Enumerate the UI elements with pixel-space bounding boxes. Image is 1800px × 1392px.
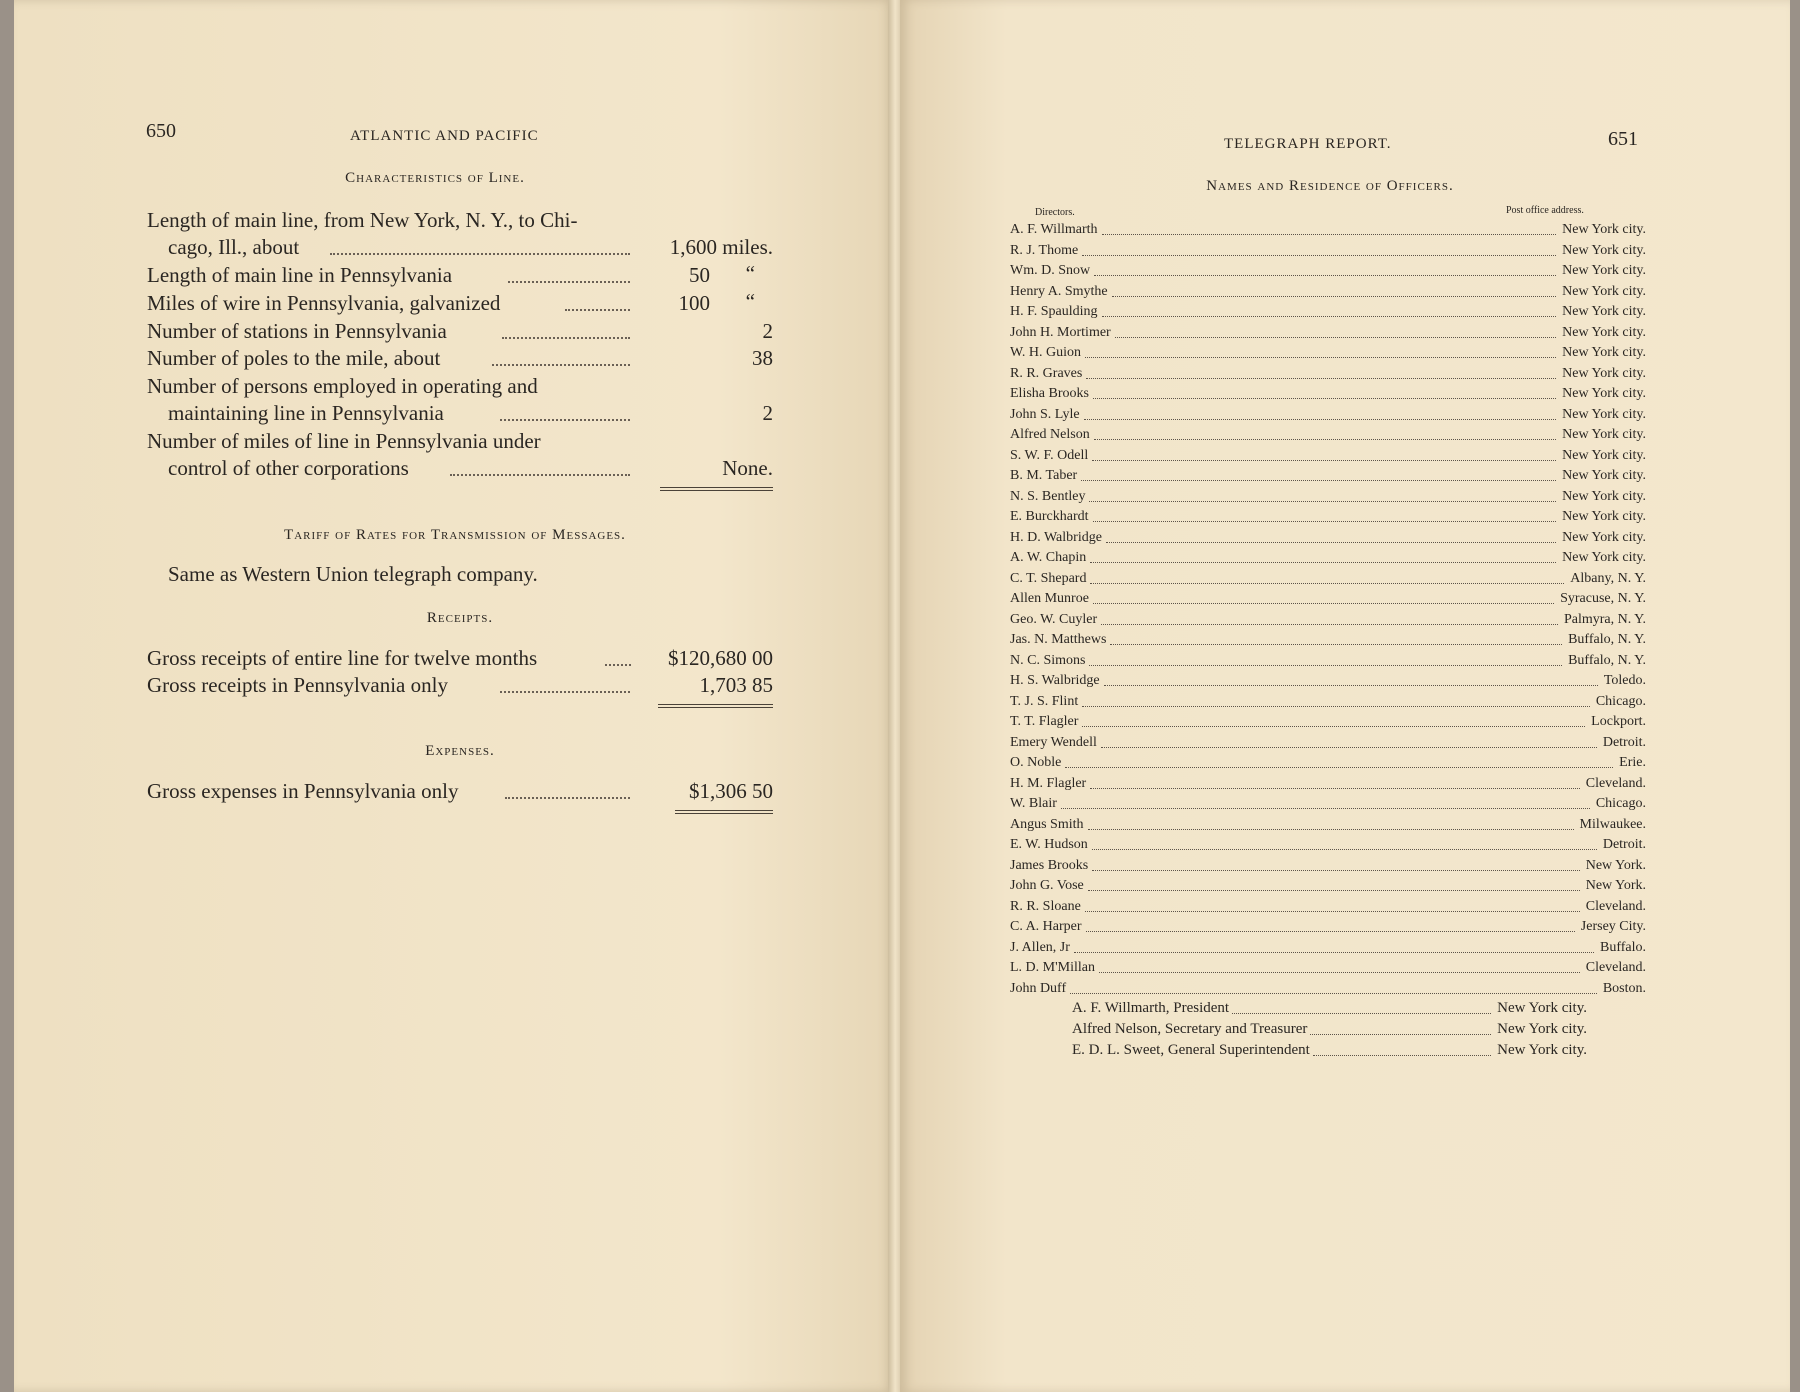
leader-dots <box>1094 275 1556 276</box>
leader-dots <box>450 474 630 476</box>
leader-dots <box>1101 624 1558 625</box>
leader-dots <box>1082 255 1556 256</box>
leader-dots <box>1102 234 1556 235</box>
director-row <box>1010 897 1646 917</box>
char-line5-value: 38 <box>752 346 773 370</box>
director-row <box>1010 733 1646 753</box>
char-line7b: control of other corporations <box>168 456 409 480</box>
leader-dots <box>1065 767 1613 768</box>
leader-dots <box>1232 1013 1491 1014</box>
director-address: Buffalo. <box>1599 939 1646 955</box>
director-address: New York city. <box>1562 345 1646 360</box>
leader-dots <box>1090 562 1556 563</box>
char-line7a: Number of miles of line in Pennsylvania under <box>147 429 541 453</box>
director-name: H. F. Spaulding <box>1010 304 1098 319</box>
director-row <box>1010 774 1646 794</box>
director-row <box>1010 917 1646 937</box>
director-row <box>1010 876 1646 896</box>
leader-dots <box>1112 296 1556 297</box>
director-name: L. D. M'Millan <box>1010 960 1095 975</box>
director-name: John S. Lyle <box>1010 406 1080 422</box>
total-rule <box>660 487 773 491</box>
left-page-number: 650 <box>146 120 176 142</box>
director-name: Elisha Brooks <box>1010 386 1089 401</box>
director-row <box>1010 528 1646 548</box>
director-address: New York city. <box>1562 488 1646 504</box>
leader-dots <box>1061 808 1590 809</box>
director-address: New York city. <box>1562 263 1646 278</box>
director-row <box>1010 261 1646 281</box>
officer-address: New York city. <box>1497 1042 1587 1058</box>
tariff-text: Same as Western Union telegraph company. <box>168 562 538 586</box>
leader-dots <box>1092 460 1556 461</box>
leader-dots <box>1085 357 1556 358</box>
director-address: Palmyra, N. Y. <box>1563 611 1646 627</box>
characteristics-heading: Characteristics of Line. <box>345 170 525 186</box>
director-name: John H. Mortimer <box>1010 324 1111 340</box>
right-page-number: 651 <box>1608 128 1638 150</box>
director-name: O. Noble <box>1010 755 1062 770</box>
receipts-heading: Receipts. <box>426 610 494 626</box>
director-name: W. H. Guion <box>1010 345 1082 360</box>
director-address: New York city. <box>1562 427 1646 442</box>
officer-row <box>1072 998 1587 1019</box>
leader-dots <box>1089 665 1562 666</box>
char-line1-value: 1,600 miles. <box>669 235 773 259</box>
leader-dots <box>1082 706 1590 707</box>
char-line3-value: 100 <box>678 291 710 315</box>
director-address: New York city. <box>1562 324 1646 340</box>
director-address: Toledo. <box>1603 673 1646 688</box>
director-address: Erie. <box>1619 755 1646 770</box>
leader-dots <box>500 691 630 693</box>
director-address: Albany, N. Y. <box>1570 570 1646 586</box>
leader-dots <box>1086 378 1556 379</box>
leader-dots <box>1102 316 1556 317</box>
director-name: H. S. Walbridge <box>1010 673 1100 688</box>
director-name: E. Burckhardt <box>1010 509 1089 524</box>
director-name: S. W. F. Odell <box>1010 447 1089 463</box>
director-name: Wm. D. Snow <box>1010 263 1091 278</box>
leader-dots <box>1074 952 1594 953</box>
char-line1a: Length of main line, from New York, N. Y., to Chi- <box>147 208 578 232</box>
leader-dots <box>1090 583 1564 584</box>
director-address: Buffalo, N. Y. <box>1568 652 1646 668</box>
leader-dots <box>1313 1055 1491 1056</box>
expenses-line1-value: $1,306 50 <box>689 779 773 803</box>
director-row <box>1010 589 1646 609</box>
total-rule <box>675 810 773 814</box>
director-row <box>1010 671 1646 691</box>
leader-dots <box>1070 993 1597 994</box>
officer-name: E. D. L. Sweet, General Superintendent <box>1072 1042 1310 1058</box>
expenses-heading: Expenses. <box>425 743 495 759</box>
director-row <box>1010 405 1646 425</box>
officer-row <box>1072 1040 1587 1061</box>
director-row <box>1010 466 1646 486</box>
director-row <box>1010 712 1646 732</box>
receipts-line2-value: 1,703 85 <box>699 673 773 697</box>
char-line6-value: 2 <box>762 401 773 425</box>
director-row <box>1010 507 1646 527</box>
director-name: Henry A. Smythe <box>1010 283 1108 299</box>
director-name: Geo. W. Cuyler <box>1010 611 1098 627</box>
director-row <box>1010 651 1646 671</box>
leader-dots <box>1088 829 1574 830</box>
director-row <box>1010 815 1646 835</box>
receipts-line1-value: $120,680 00 <box>668 646 773 670</box>
director-address: New York city. <box>1562 386 1646 401</box>
director-address: Jersey City. <box>1580 919 1646 934</box>
char-line1b: cago, Ill., about <box>168 235 300 259</box>
director-address: New York. <box>1585 878 1646 893</box>
director-address: Boston. <box>1602 980 1646 996</box>
leader-dots <box>1093 398 1556 399</box>
leader-dots <box>1086 931 1575 932</box>
char-line6b: maintaining line in Pennsylvania <box>168 401 444 425</box>
leader-dots <box>1088 890 1580 891</box>
director-address: Detroit. <box>1602 837 1646 852</box>
director-name: H. D. Walbridge <box>1010 529 1102 545</box>
leader-dots <box>605 664 631 666</box>
director-row <box>1010 753 1646 773</box>
director-name: Allen Munroe <box>1010 591 1089 606</box>
director-name: John G. Vose <box>1010 878 1084 893</box>
director-address: New York city. <box>1562 509 1646 524</box>
director-name: N. C. Simons <box>1010 652 1086 668</box>
officer-name: A. F. Willmarth, President <box>1072 1000 1230 1016</box>
leader-dots <box>1089 501 1556 502</box>
director-address: New York city. <box>1562 222 1646 237</box>
char-line3-unit: “ <box>745 289 755 313</box>
leader-dots <box>1106 542 1556 543</box>
officers-heading: Names and Residence of Officers. <box>1206 178 1454 194</box>
right-running-head: TELEGRAPH REPORT. <box>1224 136 1392 152</box>
director-row <box>1010 343 1646 363</box>
officer-address: New York city. <box>1497 1021 1587 1037</box>
leader-dots <box>1084 419 1556 420</box>
director-address: New York. <box>1585 857 1646 873</box>
char-line4: Number of stations in Pennsylvania <box>147 319 447 343</box>
char-line2: Length of main line in Pennsylvania <box>147 263 453 287</box>
director-address: Buffalo, N. Y. <box>1568 632 1646 647</box>
director-row <box>1010 958 1646 978</box>
director-address: Milwaukee. <box>1579 816 1646 832</box>
left-running-head: ATLANTIC AND PACIFIC <box>350 128 539 144</box>
leader-dots <box>505 797 630 799</box>
directors-column-head: Directors. <box>1035 207 1075 218</box>
char-line7-value: None. <box>722 456 773 480</box>
leader-dots <box>500 419 630 421</box>
expenses-line1: Gross expenses in Pennsylvania only <box>147 779 459 803</box>
director-row <box>1010 487 1646 507</box>
director-row <box>1010 425 1646 445</box>
char-line2-value: 50 <box>689 263 710 287</box>
director-name: R. J. Thome <box>1010 242 1079 258</box>
leader-dots <box>565 309 630 311</box>
director-address: New York city. <box>1562 468 1646 483</box>
director-row <box>1010 630 1646 650</box>
leader-dots <box>1090 788 1580 789</box>
leader-dots <box>508 281 630 283</box>
director-row <box>1010 569 1646 589</box>
officer-row <box>1072 1019 1587 1040</box>
char-line2-unit: “ <box>745 261 755 285</box>
director-name: B. M. Taber <box>1010 468 1078 483</box>
director-name: Jas. N. Matthews <box>1010 632 1107 647</box>
director-address: New York city. <box>1562 550 1646 565</box>
leader-dots <box>1093 521 1556 522</box>
char-line6a: Number of persons employed in operating and <box>147 374 538 398</box>
leader-dots <box>502 337 630 339</box>
director-name: R. R. Sloane <box>1010 898 1081 914</box>
director-address: Cleveland. <box>1585 775 1646 791</box>
director-name: R. R. Graves <box>1010 365 1083 381</box>
director-name: T. T. Flagler <box>1010 714 1079 729</box>
tariff-heading: Tariff of Rates for Transmission of Messages. <box>284 527 626 543</box>
leader-dots <box>1081 480 1556 481</box>
director-address: Chicago. <box>1595 693 1646 709</box>
char-line4-value: 2 <box>762 319 773 343</box>
leader-dots <box>1099 972 1580 973</box>
char-line5: Number of poles to the mile, about <box>147 346 441 370</box>
director-name: W. Blair <box>1010 796 1057 811</box>
director-row <box>1010 323 1646 343</box>
director-row <box>1010 835 1646 855</box>
director-row <box>1010 241 1646 261</box>
director-address: Syracuse, N. Y. <box>1560 591 1646 606</box>
director-address: New York city. <box>1562 529 1646 545</box>
director-address: Detroit. <box>1602 734 1646 750</box>
director-row <box>1010 979 1646 999</box>
director-address: New York city. <box>1562 304 1646 319</box>
director-row <box>1010 938 1646 958</box>
leader-dots <box>1092 870 1580 871</box>
director-name: H. M. Flagler <box>1010 775 1087 791</box>
director-address: New York city. <box>1562 283 1646 299</box>
leader-dots <box>492 364 630 366</box>
leader-dots <box>1093 603 1554 604</box>
officer-name: Alfred Nelson, Secretary and Treasurer <box>1072 1021 1308 1037</box>
director-address: New York city. <box>1562 242 1646 258</box>
receipts-line1: Gross receipts of entire line for twelve months <box>147 646 538 670</box>
director-name: J. Allen, Jr <box>1010 939 1070 955</box>
leader-dots <box>1115 337 1556 338</box>
director-name: T. J. S. Flint <box>1010 693 1079 709</box>
leader-dots <box>1094 439 1556 440</box>
receipts-line2: Gross receipts in Pennsylvania only <box>147 673 448 697</box>
director-name: Emery Wendell <box>1010 734 1097 750</box>
leader-dots <box>1092 849 1597 850</box>
director-row <box>1010 446 1646 466</box>
director-address: Cleveland. <box>1585 960 1646 975</box>
director-name: Angus Smith <box>1010 816 1084 832</box>
director-address: New York city. <box>1562 365 1646 381</box>
director-row <box>1010 692 1646 712</box>
director-address: New York city. <box>1562 406 1646 422</box>
director-name: James Brooks <box>1010 857 1089 873</box>
total-rule <box>658 704 773 708</box>
director-row <box>1010 364 1646 384</box>
director-row <box>1010 302 1646 322</box>
director-row <box>1010 610 1646 630</box>
director-row <box>1010 856 1646 876</box>
char-line3: Miles of wire in Pennsylvania, galvanized <box>147 291 501 315</box>
director-row <box>1010 220 1646 240</box>
leader-dots <box>1110 644 1562 645</box>
leader-dots <box>1101 747 1597 748</box>
leader-dots <box>1310 1034 1491 1035</box>
leader-dots <box>1104 685 1598 686</box>
officer-address: New York city. <box>1497 1000 1587 1016</box>
director-address: Chicago. <box>1595 796 1646 811</box>
director-row <box>1010 384 1646 404</box>
director-name: C. A. Harper <box>1010 919 1082 934</box>
director-name: John Duff <box>1010 980 1067 996</box>
director-name: Alfred Nelson <box>1010 427 1090 442</box>
director-name: E. W. Hudson <box>1010 837 1088 852</box>
director-name: C. T. Shepard <box>1010 570 1087 586</box>
director-row <box>1010 794 1646 814</box>
leader-dots <box>330 253 630 255</box>
director-name: A. W. Chapin <box>1010 550 1087 565</box>
director-address: Lockport. <box>1591 714 1646 729</box>
leader-dots <box>1082 726 1585 727</box>
director-name: N. S. Bentley <box>1010 488 1086 504</box>
leader-dots <box>1085 911 1580 912</box>
director-address: Cleveland. <box>1585 898 1646 914</box>
director-row <box>1010 548 1646 568</box>
director-row <box>1010 282 1646 302</box>
director-name: A. F. Willmarth <box>1010 222 1098 237</box>
address-column-head: Post office address. <box>1506 205 1584 216</box>
director-address: New York city. <box>1562 447 1646 463</box>
